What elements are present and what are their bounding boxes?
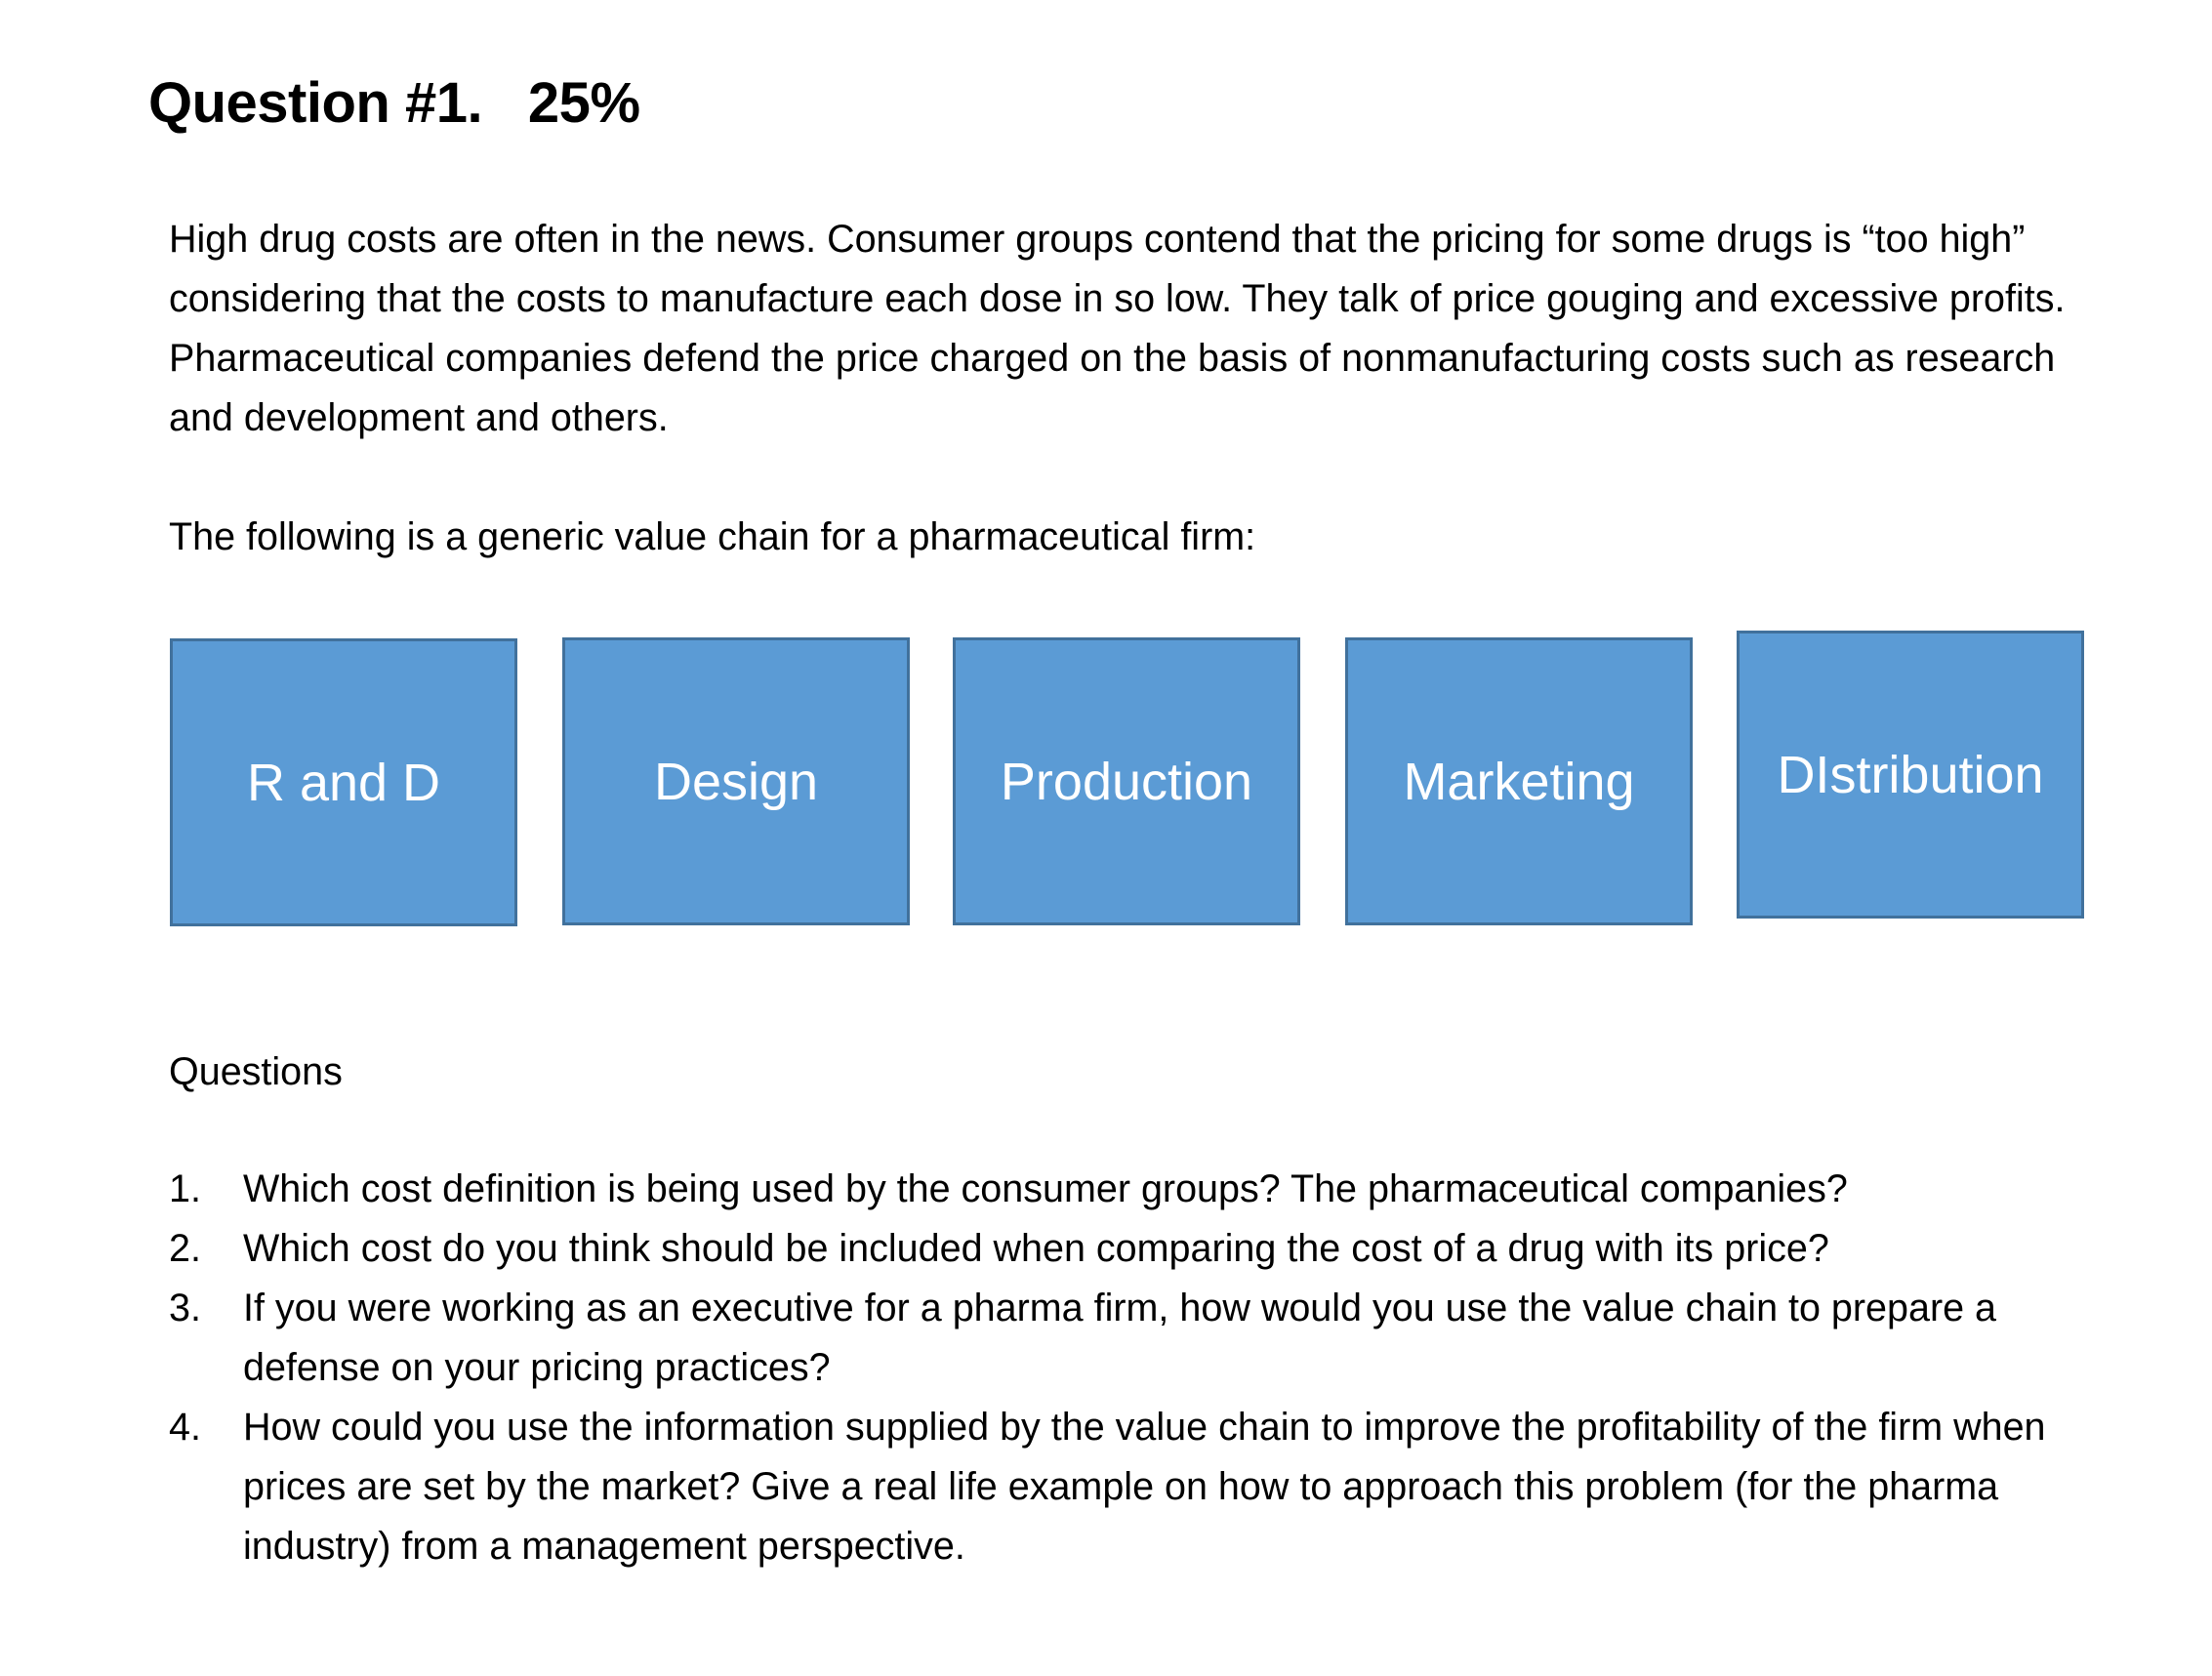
- value-chain-box-r-and-d: [170, 638, 517, 926]
- value-chain-box-label: Design: [653, 752, 819, 811]
- value-chain-box-label: Production: [1000, 752, 1253, 811]
- question-number: 1.: [169, 1167, 201, 1210]
- question-number: 3.: [169, 1287, 201, 1329]
- question-text: Which cost do you think should be included when comparing the cost of a drug with its price?: [243, 1227, 1829, 1270]
- question-heading: Question #1. 25%: [148, 71, 640, 135]
- question-text: How could you use the information supplied by the value chain to improve the profitability of the firm when prices are set by the market? Give a real life example on how to approach this problem (for the pharma industry) from a management perspective.: [243, 1406, 2046, 1568]
- question-item: [169, 1398, 2131, 1576]
- question-number: 2.: [169, 1227, 201, 1270]
- question-text: If you were working as an executive for a pharma firm, how would you use the value chain to prepare a defense on your pricing practices?: [243, 1287, 1997, 1389]
- intro-paragraph: High drug costs are often in the news. Consumer groups contend that the pricing for some drugs is “too high” considering that the costs to manufacture each dose in so low. They talk of price gouging and excessive profits. Pharmaceutical companies defend the price charged on the basis of nonmanufacturing costs such as research and development and others.: [169, 218, 2066, 439]
- question-number: 4.: [169, 1406, 201, 1449]
- questions-label: Questions: [169, 1050, 343, 1093]
- value-chain-lead: The following is a generic value chain for a pharmaceutical firm:: [169, 515, 1256, 558]
- value-chain-box-label: R and D: [246, 753, 441, 812]
- value-chain-box-distribution: [1737, 631, 2084, 919]
- question-item: [169, 1160, 2131, 1219]
- questions-list: [169, 1160, 2131, 1576]
- value-chain-box-marketing: [1345, 637, 1693, 925]
- value-chain-box-production: [953, 637, 1300, 925]
- value-chain-box-design: [562, 637, 910, 925]
- question-text: Which cost definition is being used by the consumer groups? The pharmaceutical companies?: [243, 1167, 1848, 1210]
- question-item: [169, 1219, 2131, 1279]
- value-chain-box-label: Marketing: [1403, 752, 1635, 811]
- question-item: [169, 1279, 2131, 1398]
- value-chain-box-label: DIstribution: [1777, 745, 2044, 804]
